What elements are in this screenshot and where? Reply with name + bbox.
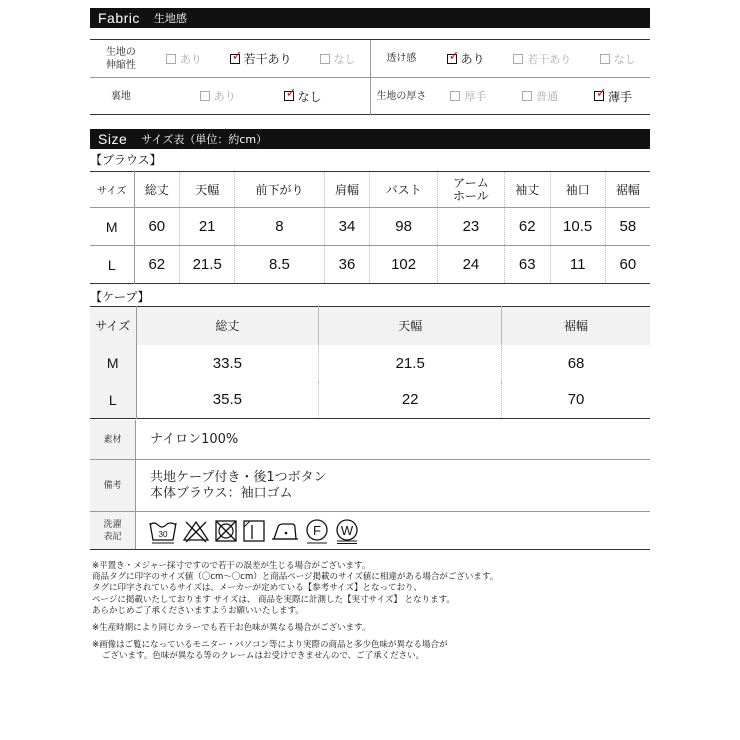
note-line: ございます。色味が異なる等のクレームはお受けできませんので、ご了承ください。	[102, 651, 425, 662]
material-label: 素材	[90, 420, 136, 459]
sheer-label: 透け感	[386, 53, 417, 64]
remarks-value: 共地ケープ付き・後1つボタン 本体ブラウス：袖口ゴム	[150, 469, 327, 501]
header-size: サイズ	[90, 307, 136, 345]
size-header	[90, 129, 650, 149]
size-header-jp: サイズ表（単位：約cm）	[141, 133, 268, 146]
checkbox-icon	[513, 54, 523, 64]
fabric-header-en: Fabric	[98, 10, 140, 26]
thickness-option-thin: ✓ 薄手	[596, 86, 633, 104]
stretch-option-nashi: なし	[320, 51, 356, 67]
header-length: 総丈	[136, 307, 319, 345]
thickness-option-thick: 厚手	[450, 88, 486, 104]
lining-option-ari: あり	[200, 88, 236, 104]
material-value: ナイロン100%	[150, 431, 239, 447]
line-dry-icon	[242, 519, 266, 543]
checkbox-icon	[200, 91, 210, 101]
fabric-header	[90, 8, 650, 28]
svg-text:F: F	[313, 522, 321, 538]
note-line: ※画像はご覧になっているモニター・パソコン等により実際の商品と多少色味が異なる場合が	[92, 640, 448, 651]
wet-clean-w-icon	[334, 518, 360, 544]
cape-title: 【ケープ】	[90, 290, 150, 304]
size-header-en: Size	[98, 131, 128, 147]
checked-checkbox-icon: ✓	[596, 86, 607, 101]
header-bust: バスト	[370, 172, 438, 208]
wash-30-icon	[148, 518, 178, 544]
table-row: M 33.5 21.5 68	[90, 345, 650, 382]
care-row	[90, 512, 650, 550]
stretch-option-jakkan-ari: ✓ 若干あり	[231, 48, 292, 66]
checkbox-icon	[166, 54, 176, 64]
note-line: ※平置き・メジャー採寸ですので若干の誤差が生じる場合がございます。	[92, 561, 371, 571]
iron-low-icon	[270, 519, 300, 543]
checkbox-icon	[600, 54, 610, 64]
material-row	[90, 420, 650, 460]
care-label: 洗濯 表記	[90, 512, 136, 549]
header-length: 総丈	[134, 172, 180, 208]
svg-text:W: W	[340, 522, 354, 538]
table-header-row	[90, 172, 650, 208]
table-row: M 60 21 8 34 98 23 62 10.5 58	[90, 208, 650, 246]
header-neck-width: 天幅	[319, 307, 502, 345]
note-line: タグに印字されているサイズは、メーカーが定めている【参考サイズ】となっており、	[92, 583, 422, 594]
blouse-title: 【ブラウス】	[90, 153, 162, 167]
sheer-option-nashi: なし	[600, 51, 636, 67]
header-cuff: 袖口	[550, 172, 605, 208]
remarks-label: 備考	[90, 460, 136, 511]
thickness-option-normal: 普通	[522, 88, 558, 104]
note-line: あらかじめご了承くださいますようお願いいたします。	[92, 605, 304, 616]
table-row: L 35.5 22 70	[90, 382, 650, 419]
table-header-row	[90, 307, 650, 345]
table-row: L 62 21.5 8.5 36 102 24 63 11 60	[90, 246, 650, 284]
lining-option-nashi: ✓ なし	[285, 86, 322, 104]
note-line: ページに掲載いたしております サイズは、 商品を実際に計測した【実寸サイズ】 となります。	[92, 594, 455, 605]
notes	[92, 561, 652, 663]
checkbox-icon	[450, 91, 460, 101]
checked-checkbox-icon: ✓	[448, 48, 460, 64]
fabric-header-jp: 生地感	[153, 12, 187, 25]
header-neck-width: 天幅	[180, 172, 235, 208]
header-armhole: アーム ホール	[437, 172, 504, 208]
header-size: サイズ	[90, 172, 134, 208]
no-tumble-dry-icon	[214, 519, 238, 543]
header-shoulder: 肩幅	[324, 172, 370, 208]
cape-size-table	[90, 306, 650, 419]
lining-label: 裏地	[110, 90, 131, 102]
stretch-label: 生地の 伸縮性	[105, 46, 136, 71]
blouse-size-table	[90, 171, 650, 284]
header-front-drop: 前下がり	[235, 172, 324, 208]
checked-checkbox-icon: ✓	[285, 86, 297, 101]
note-line: 商品タグに印字のサイズ値（〇cm〜〇cm）と商品ページ掲載のサイズ値に相違がある場合がございます。	[92, 572, 499, 583]
fabric-row-1	[90, 40, 650, 77]
note-line: ※生産時期により同じカラーでも若干お色味が異なる場合がございます。	[92, 623, 371, 634]
stretch-option-ari: あり	[166, 51, 202, 67]
checkbox-icon	[320, 54, 330, 64]
fabric-table	[90, 39, 650, 115]
header-sleeve-length: 袖丈	[504, 172, 550, 208]
checkbox-icon	[522, 91, 532, 101]
care-icons	[136, 518, 360, 544]
dry-clean-f-icon	[304, 518, 330, 544]
no-bleach-icon	[182, 519, 210, 543]
remarks-row	[90, 460, 650, 512]
sheer-option-jakkan-ari: 若干あり	[513, 51, 571, 67]
thickness-label: 生地の厚さ	[376, 90, 427, 102]
header-hem-width: 裾幅	[605, 172, 650, 208]
header-hem-width: 裾幅	[502, 307, 650, 345]
fabric-row-2	[90, 77, 650, 114]
sheer-option-ari: ✓ あり	[448, 48, 485, 66]
svg-text:30: 30	[158, 529, 168, 539]
checked-checkbox-icon: ✓	[231, 48, 243, 64]
